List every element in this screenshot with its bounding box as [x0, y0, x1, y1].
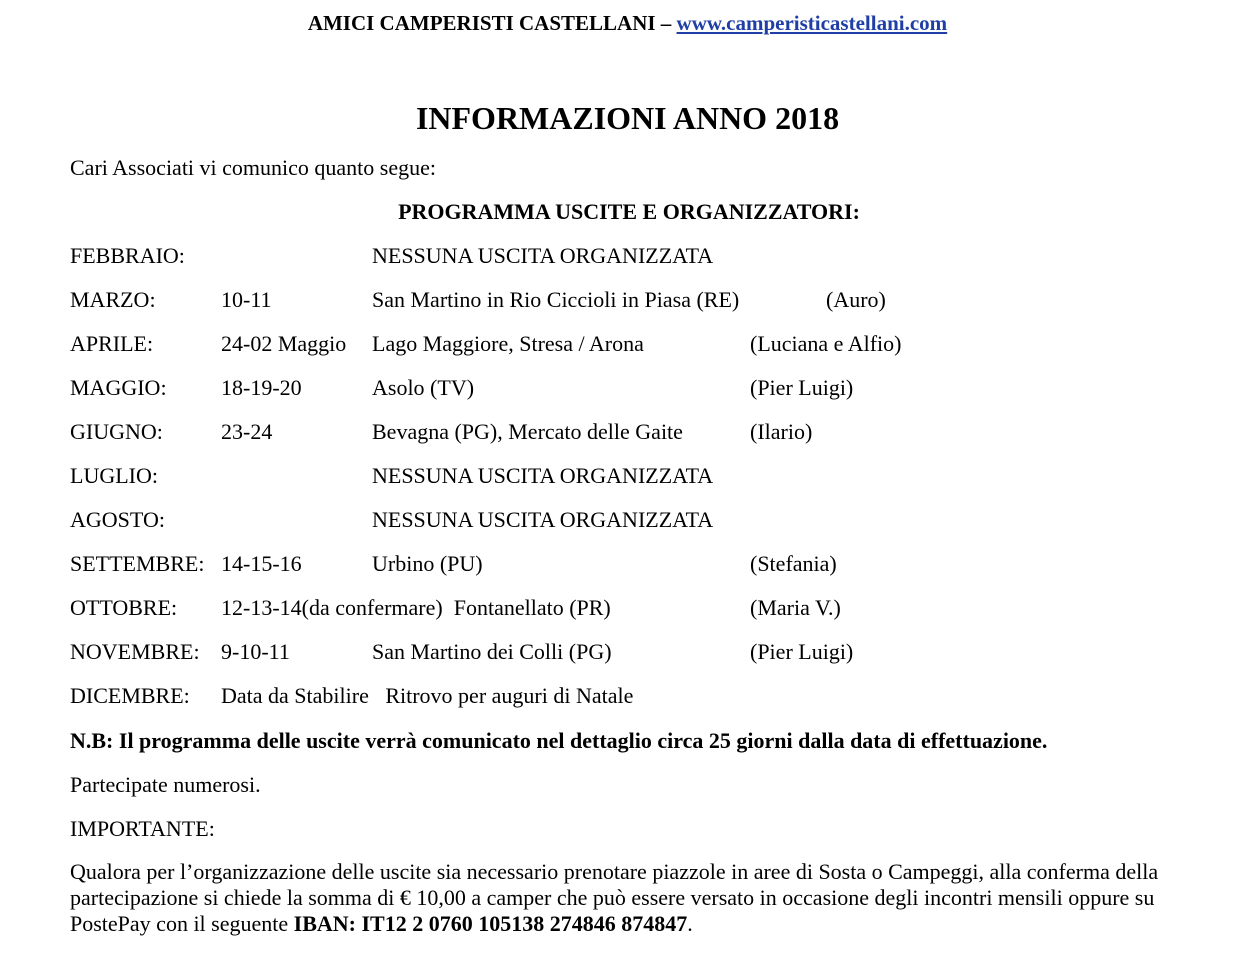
- program-month: DICEMBRE:: [70, 683, 190, 708]
- program-month: AGOSTO:: [70, 507, 165, 532]
- program-dates: 9-10-11: [221, 639, 290, 664]
- program-organizer: (Ilario): [750, 419, 813, 444]
- iban-text: IBAN: IT12 2 0760 105138 274846 874847: [293, 911, 688, 936]
- greeting-text: Cari Associati vi comunico quanto segue:: [70, 155, 436, 180]
- program-month: SETTEMBRE:: [70, 551, 205, 576]
- program-row: [0, 462, 1255, 492]
- program-organizer: (Auro): [826, 287, 886, 312]
- program-dates: 14-15-16: [221, 551, 302, 576]
- program-dates: 18-19-20: [221, 375, 302, 400]
- program-organizer: (Maria V.): [750, 595, 841, 620]
- header: [0, 9, 1255, 37]
- page-title: INFORMAZIONI ANNO 2018: [415, 100, 840, 136]
- important-paragraph: [70, 859, 1195, 937]
- program-row: [0, 506, 1255, 536]
- program-month: OTTOBRE:: [70, 595, 178, 620]
- program-month: GIUGNO:: [70, 419, 163, 444]
- program-month: MAGGIO:: [70, 375, 167, 400]
- program-place: Urbino (PU): [372, 551, 483, 576]
- program-month: NOVEMBRE:: [70, 639, 200, 664]
- program-place: NESSUNA USCITA ORGANIZZATA: [372, 507, 714, 532]
- important-label: IMPORTANTE:: [70, 816, 215, 841]
- program-dates: Data da Stabilire Ritrovo per auguri di Natale: [221, 683, 634, 708]
- program-row: [0, 330, 1255, 360]
- program-row: [0, 242, 1255, 272]
- program-dates: 23-24: [221, 419, 273, 444]
- program-row: [0, 374, 1255, 404]
- program-month: MARZO:: [70, 287, 156, 312]
- program-place: San Martino dei Colli (PG): [372, 639, 612, 664]
- program-place: NESSUNA USCITA ORGANIZZATA: [372, 243, 714, 268]
- program-row: [0, 638, 1255, 668]
- program-organizer: (Luciana e Alfio): [750, 331, 902, 356]
- program-dates: 12-13-14(da confermare) Fontanellato (PR): [221, 595, 611, 620]
- program-note: N.B: Il programma delle uscite verrà comunicato nel dettaglio circa 25 giorni dalla data di effettuazione.: [70, 728, 1048, 753]
- program-organizer: (Pier Luigi): [750, 375, 854, 400]
- program-place: San Martino in Rio Ciccioli in Piasa (RE): [372, 287, 740, 312]
- program-heading: PROGRAMMA USCITE E ORGANIZZATORI:: [398, 199, 860, 224]
- participate-text: Partecipate numerosi.: [70, 772, 261, 797]
- program-month: LUGLIO:: [70, 463, 158, 488]
- program-organizer: (Pier Luigi): [750, 639, 854, 664]
- program-place: NESSUNA USCITA ORGANIZZATA: [372, 463, 714, 488]
- program-row: [0, 286, 1255, 316]
- program-place: Asolo (TV): [372, 375, 475, 400]
- program-row: [0, 550, 1255, 580]
- program-organizer: (Stefania): [750, 551, 837, 576]
- program-row: [0, 418, 1255, 448]
- program-dates: 10-11: [221, 287, 272, 312]
- program-month: FEBBRAIO:: [70, 243, 185, 268]
- iban-suffix: .: [687, 911, 693, 936]
- program-place: Lago Maggiore, Stresa / Arona: [372, 331, 644, 356]
- program-row: [0, 682, 1255, 712]
- program-row: [0, 594, 1255, 624]
- program-month: APRILE:: [70, 331, 154, 356]
- association-name: AMICI CAMPERISTI CASTELLANI –: [307, 11, 677, 35]
- website-link[interactable]: www.camperisticastellani.com: [676, 11, 948, 35]
- important-text: Qualora per l’organizzazione delle uscite sia necessario prenotare piazzole in aree di Sosta o Campeggi, alla conferma della partecipazione si chiede la somma di € 10,00 a camper che può essere versato in occasione degli incontri mensili oppure su PostePay con il seguente: [70, 859, 1159, 936]
- program-place: Bevagna (PG), Mercato delle Gaite: [372, 419, 683, 444]
- program-dates: 24-02 Maggio: [221, 331, 347, 356]
